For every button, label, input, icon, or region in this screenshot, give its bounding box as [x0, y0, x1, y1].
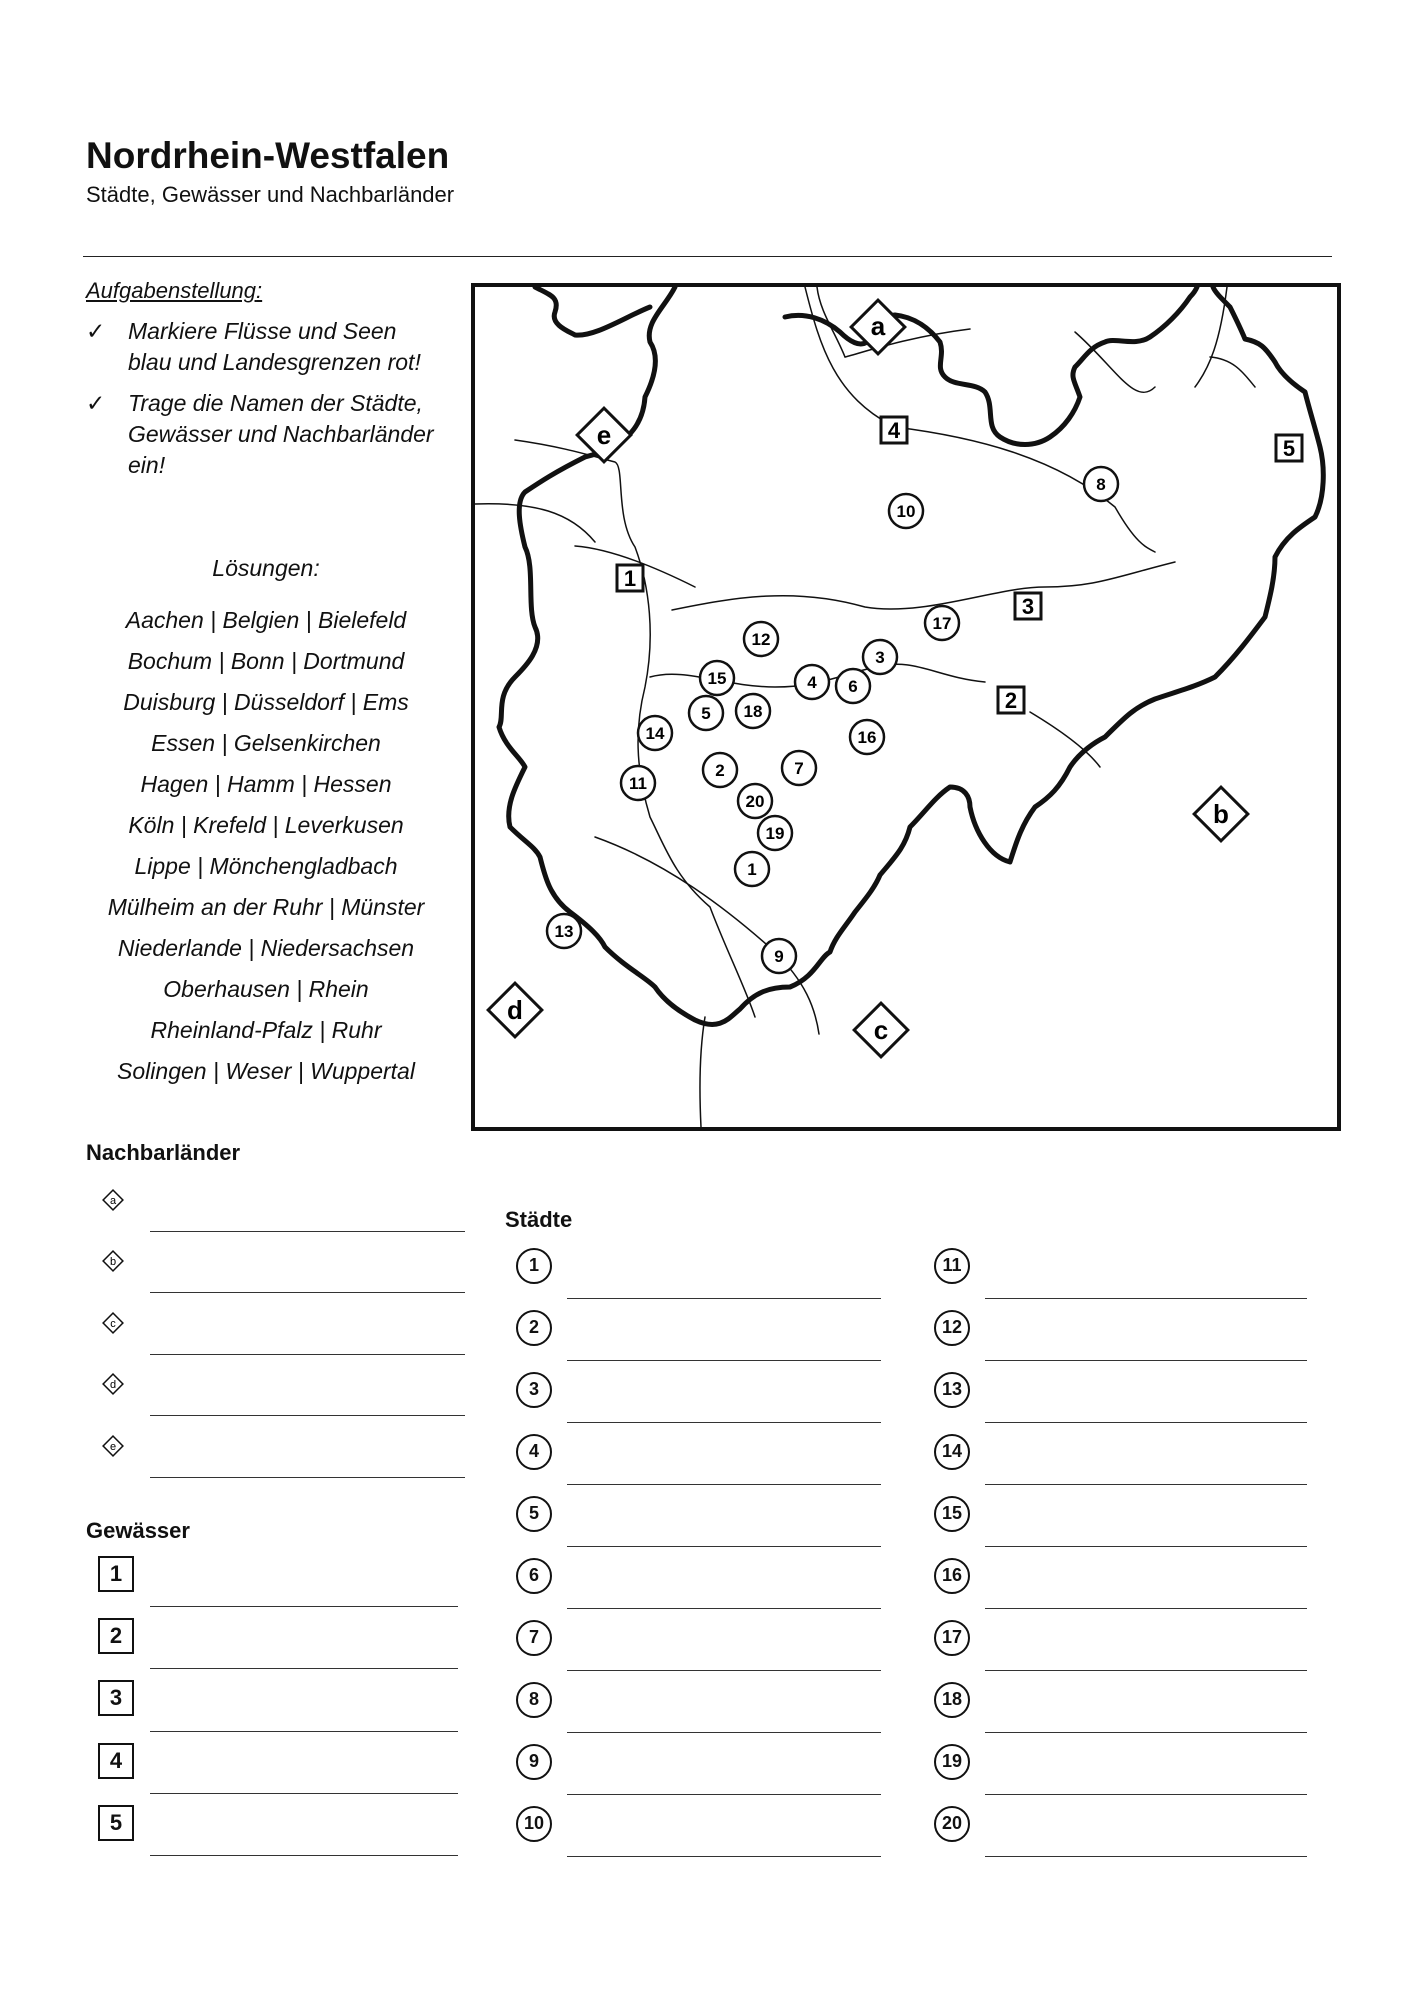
- nachbarland-answer-line-b[interactable]: [150, 1292, 465, 1293]
- city-marker-14-text: 14: [645, 724, 665, 743]
- stadt-marker-13: 13: [934, 1372, 970, 1408]
- task-item: [86, 316, 446, 378]
- border-line: [700, 1017, 705, 1127]
- task-item-text: Trage die Namen der Städte, Gewässer und Nachbarländer ein!: [128, 390, 434, 478]
- nrw-map: [475, 287, 1337, 1127]
- river-lippe: [672, 562, 1175, 610]
- gewaesser-marker-5: 5: [98, 1805, 134, 1841]
- city-marker-16-text: 16: [857, 728, 877, 747]
- border-line: [475, 504, 595, 542]
- country-marker-a-text: a: [870, 311, 886, 341]
- nachbarland-marker-e-text: e: [109, 1441, 117, 1453]
- stadt-answer-line-1[interactable]: [567, 1298, 881, 1299]
- stadt-answer-line-3[interactable]: [567, 1422, 881, 1423]
- stadt-answer-line-15[interactable]: [985, 1546, 1307, 1547]
- city-marker-13-text: 13: [554, 922, 574, 941]
- solutions-heading: Lösungen:: [212, 555, 320, 581]
- nachbarland-marker-d-text: d: [109, 1379, 117, 1391]
- gewaesser-marker-2: 2: [98, 1618, 134, 1654]
- city-marker-5-text: 5: [701, 704, 711, 723]
- stadt-answer-line-20[interactable]: [985, 1856, 1307, 1857]
- solution-line: Lippe | Mönchengladbach: [134, 853, 398, 879]
- city-marker-9-text: 9: [774, 947, 784, 966]
- checkmark-icon: ✓: [86, 390, 106, 416]
- task-item-text: Markiere Flüsse und Seen blau und Landesgrenzen rot!: [128, 318, 421, 375]
- section-heading-gewaesser: Gewässer: [86, 1518, 190, 1543]
- nachbarland-marker-a: [100, 1187, 126, 1213]
- city-marker-20-text: 20: [745, 792, 765, 811]
- stadt-answer-line-6[interactable]: [567, 1608, 881, 1609]
- border-line: [1210, 357, 1255, 387]
- water-marker-5-text: 5: [1282, 436, 1296, 461]
- stadt-marker-19: 19: [934, 1744, 970, 1780]
- section-heading-staedte: Städte: [505, 1207, 573, 1232]
- gewaesser-marker-4: 4: [98, 1743, 134, 1779]
- city-marker-12-text: 12: [751, 630, 771, 649]
- task-heading: Aufgabenstellung:: [86, 278, 263, 303]
- stadt-answer-line-14[interactable]: [985, 1484, 1307, 1485]
- gewaesser-answer-line-3[interactable]: [150, 1731, 458, 1732]
- gewaesser-marker-3: 3: [98, 1680, 134, 1716]
- solution-line: Duisburg | Düsseldorf | Ems: [123, 689, 409, 715]
- city-marker-11-text: 11: [629, 774, 647, 793]
- city-marker-18-text: 18: [743, 702, 763, 721]
- nachbarland-marker-b-text: b: [109, 1256, 117, 1268]
- stadt-answer-line-19[interactable]: [985, 1794, 1307, 1795]
- stadt-answer-line-8[interactable]: [567, 1732, 881, 1733]
- water-marker-4-text: 4: [887, 418, 901, 443]
- solution-line: Hagen | Hamm | Hessen: [140, 771, 392, 797]
- stadt-marker-8: 8: [516, 1682, 552, 1718]
- stadt-answer-line-18[interactable]: [985, 1732, 1307, 1733]
- task-item: [86, 388, 446, 481]
- gewaesser-answer-line-2[interactable]: [150, 1668, 458, 1669]
- stadt-answer-line-2[interactable]: [567, 1360, 881, 1361]
- task-heading-text: Aufgabenstellung: [86, 278, 257, 303]
- stadt-answer-line-13[interactable]: [985, 1422, 1307, 1423]
- nrw-border: [499, 287, 1323, 1024]
- water-marker-2-text: 2: [1004, 688, 1018, 713]
- water-marker-1-text: 1: [623, 566, 637, 591]
- solution-line: Aachen | Belgien | Bielefeld: [125, 607, 407, 633]
- stadt-answer-line-17[interactable]: [985, 1670, 1307, 1671]
- stadt-marker-9: 9: [516, 1744, 552, 1780]
- nachbarland-answer-line-a[interactable]: [150, 1231, 465, 1232]
- stadt-marker-17: 17: [934, 1620, 970, 1656]
- stadt-answer-line-10[interactable]: [567, 1856, 881, 1857]
- gewaesser-answer-line-5[interactable]: [150, 1855, 458, 1856]
- city-marker-17-text: 17: [932, 614, 952, 633]
- stadt-answer-line-16[interactable]: [985, 1608, 1307, 1609]
- stadt-marker-5: 5: [516, 1496, 552, 1532]
- country-marker-b-text: b: [1213, 799, 1229, 829]
- solution-line: Niederlande | Niedersachsen: [117, 935, 415, 961]
- water-marker-3-text: 3: [1021, 594, 1035, 619]
- stadt-marker-10: 10: [516, 1806, 552, 1842]
- city-marker-6-text: 6: [848, 677, 858, 696]
- task-list: [86, 316, 446, 491]
- stadt-marker-15: 15: [934, 1496, 970, 1532]
- country-marker-e-text: e: [596, 420, 612, 450]
- border-line: [595, 837, 819, 1034]
- city-marker-19-text: 19: [765, 824, 785, 843]
- nachbarland-answer-line-d[interactable]: [150, 1415, 465, 1416]
- stadt-answer-line-4[interactable]: [567, 1484, 881, 1485]
- stadt-marker-6: 6: [516, 1558, 552, 1594]
- checkmark-icon: ✓: [86, 318, 106, 344]
- solution-line: Essen | Gelsenkirchen: [151, 730, 381, 756]
- city-marker-2-text: 2: [715, 761, 725, 780]
- stadt-marker-14: 14: [934, 1434, 970, 1470]
- stadt-marker-7: 7: [516, 1620, 552, 1656]
- nachbarland-marker-c-text: c: [110, 1318, 116, 1330]
- city-marker-8-text: 8: [1096, 475, 1106, 494]
- solution-line: Mülheim an der Ruhr | Münster: [107, 894, 425, 920]
- solutions-list: [76, 600, 456, 1092]
- stadt-marker-3: 3: [516, 1372, 552, 1408]
- stadt-marker-1: 1: [516, 1248, 552, 1284]
- nachbarland-marker-c: [100, 1310, 126, 1336]
- nachbarland-marker-d: [100, 1371, 126, 1397]
- stadt-marker-4: 4: [516, 1434, 552, 1470]
- stadt-marker-2: 2: [516, 1310, 552, 1346]
- nachbarland-marker-a-text: a: [109, 1195, 117, 1207]
- solution-line: Solingen | Weser | Wuppertal: [117, 1058, 415, 1084]
- city-marker-15-text: 15: [707, 669, 727, 688]
- stadt-marker-16: 16: [934, 1558, 970, 1594]
- enclave-border-west: [535, 287, 650, 335]
- solution-line: Rheinland-Pfalz | Ruhr: [150, 1017, 382, 1043]
- solution-line: Köln | Krefeld | Leverkusen: [128, 812, 404, 838]
- gewaesser-answer-line-1[interactable]: [150, 1606, 458, 1607]
- nachbarland-answer-line-c[interactable]: [150, 1354, 465, 1355]
- stadt-marker-20: 20: [934, 1806, 970, 1842]
- solution-line: Oberhausen | Rhein: [163, 976, 369, 1002]
- enclave-border: [785, 287, 1197, 445]
- gewaesser-marker-1: 1: [98, 1556, 134, 1592]
- stadt-answer-line-7[interactable]: [567, 1670, 881, 1671]
- solution-line: Bochum | Bonn | Dortmund: [127, 648, 405, 674]
- country-marker-c-text: c: [873, 1015, 889, 1045]
- country-marker-d-text: d: [507, 995, 523, 1025]
- river-ruhr-branch: [1030, 712, 1100, 767]
- gewaesser-answer-line-4[interactable]: [150, 1793, 458, 1794]
- nachbarland-marker-b: [100, 1248, 126, 1274]
- stadt-marker-12: 12: [934, 1310, 970, 1346]
- section-heading-nachbarlaender: Nachbarländer: [86, 1140, 241, 1165]
- city-marker-4-text: 4: [807, 673, 817, 692]
- stadt-answer-line-11[interactable]: [985, 1298, 1307, 1299]
- stadt-marker-11: 11: [934, 1248, 970, 1284]
- city-marker-10-text: 10: [896, 502, 916, 521]
- header-divider: [83, 256, 1332, 257]
- stadt-answer-line-9[interactable]: [567, 1794, 881, 1795]
- nachbarland-marker-e: [100, 1433, 126, 1459]
- nachbarland-answer-line-e[interactable]: [150, 1477, 465, 1478]
- stadt-answer-line-5[interactable]: [567, 1546, 881, 1547]
- stadt-marker-18: 18: [934, 1682, 970, 1718]
- page-subtitle: Städte, Gewässer und Nachbarländer: [86, 182, 455, 207]
- page-title: Nordrhein-Westfalen: [86, 135, 450, 176]
- city-marker-1-text: 1: [747, 860, 757, 879]
- city-marker-3-text: 3: [875, 648, 885, 667]
- stadt-answer-line-12[interactable]: [985, 1360, 1307, 1361]
- city-marker-7-text: 7: [794, 759, 804, 778]
